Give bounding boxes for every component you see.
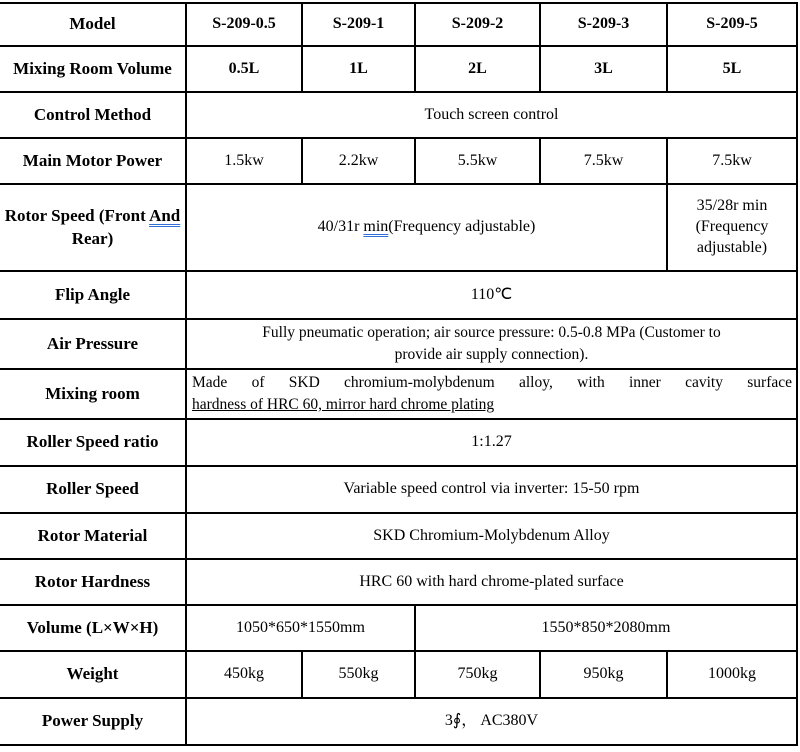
row-rotor-material bbox=[0, 513, 797, 559]
rotor-speed-label bbox=[0, 184, 186, 271]
rotor-speed-last-value: 35/28r min (Frequency adjustable) bbox=[667, 184, 797, 271]
mixing-room-volume-value-4: 3L bbox=[540, 46, 667, 92]
power-supply-value: 3∮， AC380V bbox=[186, 698, 797, 745]
row-roller-speed bbox=[0, 466, 797, 513]
row-model bbox=[0, 3, 797, 46]
air-pressure-line-2: provide air supply connection). bbox=[394, 346, 589, 363]
row-mixing-room-volume bbox=[0, 46, 797, 92]
row-rotor-speed bbox=[0, 184, 797, 271]
weight-value-5: 1000kg bbox=[667, 651, 797, 698]
control-method-label: Control Method bbox=[0, 92, 186, 138]
roller-speed-label: Roller Speed bbox=[0, 466, 186, 513]
rotor-speed-value-pre: 40/31r bbox=[317, 218, 364, 236]
volume-label: Volume (L×W×H) bbox=[0, 605, 186, 651]
rotor-hardness-value: HRC 60 with hard chrome-plated surface bbox=[186, 559, 797, 605]
volume-value-right: 1550*850*2080mm bbox=[415, 605, 797, 651]
power-supply-label: Power Supply bbox=[0, 698, 186, 745]
flip-angle-value: 110℃ bbox=[186, 271, 797, 319]
air-pressure-label: Air Pressure bbox=[0, 319, 186, 369]
rotor-speed-label-pre: Rotor Speed (Front bbox=[4, 205, 150, 225]
weight-value-3: 750kg bbox=[415, 651, 540, 698]
model-label: Model bbox=[0, 3, 186, 46]
weight-value-2: 550kg bbox=[302, 651, 415, 698]
rotor-speed-main-value bbox=[186, 184, 667, 271]
mixing-room-volume-value-2: 1L bbox=[302, 46, 415, 92]
row-air-pressure bbox=[0, 319, 797, 369]
rotor-speed-label-post: Rear) bbox=[71, 228, 114, 248]
control-method-value: Touch screen control bbox=[186, 92, 797, 138]
rotor-speed-value-post: (Frequency adjustable) bbox=[388, 218, 536, 236]
row-weight bbox=[0, 651, 797, 698]
model-value-5: S-209-5 bbox=[667, 3, 797, 46]
flip-angle-label: Flip Angle bbox=[0, 271, 186, 319]
row-control-method bbox=[0, 92, 797, 138]
rotor-hardness-label: Rotor Hardness bbox=[0, 559, 186, 605]
roller-speed-ratio-label: Roller Speed ratio bbox=[0, 419, 186, 466]
volume-value-left: 1050*650*1550mm bbox=[186, 605, 415, 651]
main-motor-power-label: Main Motor Power bbox=[0, 138, 186, 184]
model-value-4: S-209-3 bbox=[540, 3, 667, 46]
weight-value-4: 950kg bbox=[540, 651, 667, 698]
model-value-2: S-209-1 bbox=[302, 3, 415, 46]
rotor-material-label: Rotor Material bbox=[0, 513, 186, 559]
spec-table bbox=[0, 2, 798, 746]
rotor-speed-value-grammar-underline: min bbox=[363, 218, 389, 236]
model-value-3: S-209-2 bbox=[415, 3, 540, 46]
mixing-room-value bbox=[186, 369, 797, 419]
mixing-room-label: Mixing room bbox=[0, 369, 186, 419]
mixing-room-volume-value-5: 5L bbox=[667, 46, 797, 92]
row-main-motor-power bbox=[0, 138, 797, 184]
mixing-room-volume-value-3: 2L bbox=[415, 46, 540, 92]
row-roller-speed-ratio bbox=[0, 419, 797, 466]
model-value-1: S-209-0.5 bbox=[186, 3, 302, 46]
row-rotor-hardness bbox=[0, 559, 797, 605]
mixing-room-line-2: hardness of HRC 60, mirror hard chrome plating bbox=[192, 396, 495, 413]
mixing-room-volume-label: Mixing Room Volume bbox=[0, 46, 186, 92]
main-motor-power-value-5: 7.5kw bbox=[667, 138, 797, 184]
row-flip-angle bbox=[0, 271, 797, 319]
row-power-supply bbox=[0, 698, 797, 745]
air-pressure-line-1: Fully pneumatic operation; air source pressure: 0.5-0.8 MPa (Customer to bbox=[262, 324, 721, 341]
main-motor-power-value-1: 1.5kw bbox=[186, 138, 302, 184]
mixing-room-line-1: Made of SKD chromium-molybdenum alloy, with inner cavity surface bbox=[192, 374, 792, 391]
weight-label: Weight bbox=[0, 651, 186, 698]
weight-value-1: 450kg bbox=[186, 651, 302, 698]
main-motor-power-value-3: 5.5kw bbox=[415, 138, 540, 184]
roller-speed-value: Variable speed control via inverter: 15-50 rpm bbox=[186, 466, 797, 513]
mixing-room-volume-value-1: 0.5L bbox=[186, 46, 302, 92]
main-motor-power-value-4: 7.5kw bbox=[540, 138, 667, 184]
air-pressure-value bbox=[186, 319, 797, 369]
roller-speed-ratio-value: 1:1.27 bbox=[186, 419, 797, 466]
main-motor-power-value-2: 2.2kw bbox=[302, 138, 415, 184]
row-mixing-room bbox=[0, 369, 797, 419]
rotor-material-value: SKD Chromium-Molybdenum Alloy bbox=[186, 513, 797, 559]
row-volume bbox=[0, 605, 797, 651]
rotor-speed-label-grammar-underline: And bbox=[149, 205, 181, 225]
